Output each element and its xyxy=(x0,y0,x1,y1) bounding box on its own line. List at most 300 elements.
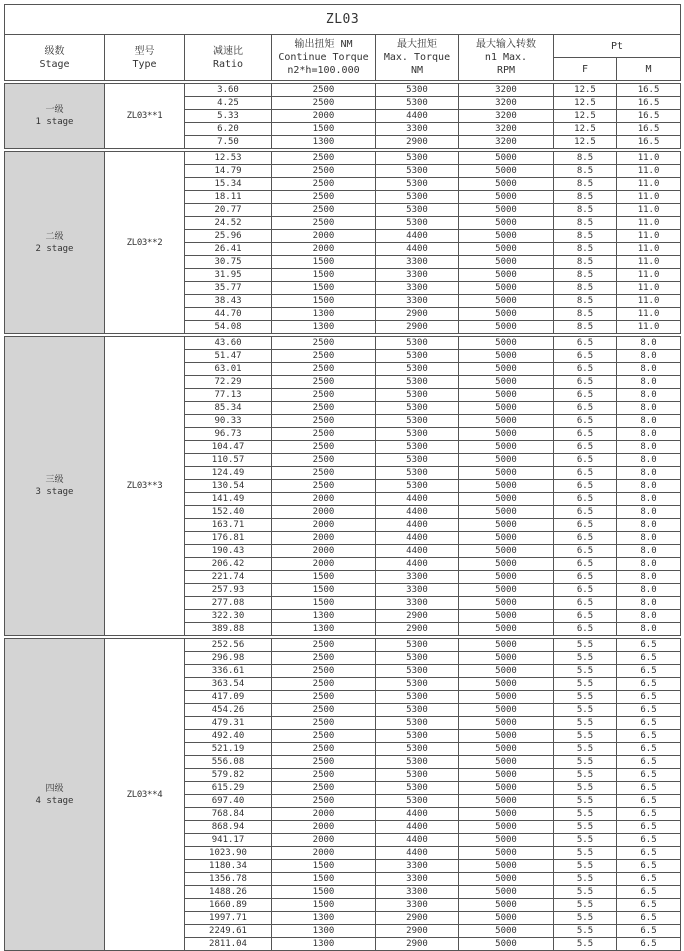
pt-f-cell: 12.5 xyxy=(554,84,617,97)
ratio-cell: 206.42 xyxy=(185,558,272,571)
ratio-cell: 2249.61 xyxy=(185,925,272,938)
pt-m-cell: 6.5 xyxy=(617,899,681,912)
pt-f-cell: 5.5 xyxy=(554,808,617,821)
ratio-cell: 3.60 xyxy=(185,84,272,97)
torque-cell: 1300 xyxy=(272,136,376,149)
max-speed-cell: 5000 xyxy=(459,795,554,808)
pt-m-cell: 6.5 xyxy=(617,717,681,730)
max-torque-cell: 5300 xyxy=(376,376,459,389)
max-speed-cell: 5000 xyxy=(459,350,554,363)
pt-m-cell: 8.0 xyxy=(617,532,681,545)
max-speed-cell: 5000 xyxy=(459,610,554,623)
max-torque-cell: 5300 xyxy=(376,441,459,454)
pt-m-cell: 11.0 xyxy=(617,321,681,334)
max-torque-cell: 4400 xyxy=(376,834,459,847)
max-speed-cell: 5000 xyxy=(459,717,554,730)
max-torque-cell: 5300 xyxy=(376,178,459,191)
ratio-cell: 44.70 xyxy=(185,308,272,321)
stage-name-cn: 二级 xyxy=(45,231,64,242)
pt-m-cell: 11.0 xyxy=(617,230,681,243)
ratio-cell: 296.98 xyxy=(185,652,272,665)
max-torque-cell: 5300 xyxy=(376,691,459,704)
pt-m-cell: 11.0 xyxy=(617,256,681,269)
pt-m-cell: 11.0 xyxy=(617,165,681,178)
stage-name-cn: 四级 xyxy=(45,783,64,794)
ratio-cell: 38.43 xyxy=(185,295,272,308)
max-speed-cell: 5000 xyxy=(459,467,554,480)
stage-cell xyxy=(5,337,105,636)
ratio-cell: 90.33 xyxy=(185,415,272,428)
pt-m-cell: 8.0 xyxy=(617,454,681,467)
ratio-cell: 1356.78 xyxy=(185,873,272,886)
max-speed-cell: 5000 xyxy=(459,191,554,204)
max-speed-cell: 5000 xyxy=(459,584,554,597)
header-torque-en: Continue Torque xyxy=(278,52,369,63)
max-speed-cell: 5000 xyxy=(459,912,554,925)
torque-cell: 1500 xyxy=(272,899,376,912)
max-torque-cell: 5300 xyxy=(376,717,459,730)
ratio-cell: 152.40 xyxy=(185,506,272,519)
header-max-torque-en: Max. Torque xyxy=(383,52,451,63)
max-speed-cell: 3200 xyxy=(459,110,554,123)
max-speed-cell: 5000 xyxy=(459,691,554,704)
torque-cell: 2000 xyxy=(272,519,376,532)
torque-cell: 2500 xyxy=(272,782,376,795)
stage-cell xyxy=(5,152,105,334)
spec-table xyxy=(4,4,681,951)
table-row xyxy=(5,337,681,350)
pt-f-cell: 8.5 xyxy=(554,165,617,178)
max-speed-cell: 5000 xyxy=(459,730,554,743)
max-torque-cell: 4400 xyxy=(376,506,459,519)
max-torque-cell: 5300 xyxy=(376,639,459,652)
max-torque-cell: 4400 xyxy=(376,558,459,571)
pt-m-cell: 6.5 xyxy=(617,652,681,665)
pt-f-cell: 5.5 xyxy=(554,834,617,847)
ratio-cell: 322.30 xyxy=(185,610,272,623)
ratio-cell: 141.49 xyxy=(185,493,272,506)
pt-f-cell: 8.5 xyxy=(554,230,617,243)
pt-m-cell: 11.0 xyxy=(617,308,681,321)
pt-m-cell: 8.0 xyxy=(617,506,681,519)
torque-cell: 1500 xyxy=(272,282,376,295)
pt-m-cell: 16.5 xyxy=(617,97,681,110)
max-torque-cell: 3300 xyxy=(376,295,459,308)
torque-cell: 2500 xyxy=(272,652,376,665)
type-cell: ZL03**3 xyxy=(105,337,185,636)
max-speed-cell: 5000 xyxy=(459,782,554,795)
max-speed-cell: 5000 xyxy=(459,376,554,389)
max-speed-cell: 5000 xyxy=(459,493,554,506)
pt-f-cell: 8.5 xyxy=(554,191,617,204)
header-type-cn: 型号 xyxy=(134,45,155,57)
max-speed-cell: 5000 xyxy=(459,808,554,821)
max-speed-cell: 5000 xyxy=(459,743,554,756)
ratio-cell: 363.54 xyxy=(185,678,272,691)
max-speed-cell: 5000 xyxy=(459,558,554,571)
max-speed-cell: 5000 xyxy=(459,860,554,873)
pt-m-cell: 6.5 xyxy=(617,756,681,769)
torque-cell: 2000 xyxy=(272,506,376,519)
pt-f-cell: 5.5 xyxy=(554,652,617,665)
max-torque-cell: 4400 xyxy=(376,847,459,860)
max-speed-cell: 5000 xyxy=(459,402,554,415)
max-torque-cell: 5300 xyxy=(376,769,459,782)
torque-cell: 2000 xyxy=(272,532,376,545)
ratio-cell: 190.43 xyxy=(185,545,272,558)
pt-m-cell: 6.5 xyxy=(617,834,681,847)
pt-m-cell: 11.0 xyxy=(617,243,681,256)
ratio-cell: 1180.34 xyxy=(185,860,272,873)
max-torque-cell: 5300 xyxy=(376,454,459,467)
max-torque-cell: 2900 xyxy=(376,912,459,925)
pt-m-cell: 6.5 xyxy=(617,886,681,899)
pt-f-cell: 5.5 xyxy=(554,769,617,782)
torque-cell: 2000 xyxy=(272,243,376,256)
pt-m-cell: 8.0 xyxy=(617,480,681,493)
torque-cell: 1300 xyxy=(272,623,376,636)
torque-cell: 1300 xyxy=(272,925,376,938)
pt-m-cell: 6.5 xyxy=(617,639,681,652)
max-torque-cell: 4400 xyxy=(376,493,459,506)
max-torque-cell: 5300 xyxy=(376,652,459,665)
stage-cell xyxy=(5,639,105,951)
pt-m-cell: 8.0 xyxy=(617,389,681,402)
max-speed-cell: 5000 xyxy=(459,337,554,350)
table-title: ZL03 xyxy=(5,5,681,35)
max-speed-cell: 5000 xyxy=(459,152,554,165)
pt-f-cell: 5.5 xyxy=(554,886,617,899)
pt-f-cell: 6.5 xyxy=(554,493,617,506)
header-pt-m: M xyxy=(617,58,681,81)
torque-cell: 2500 xyxy=(272,84,376,97)
max-torque-cell: 3300 xyxy=(376,282,459,295)
ratio-cell: 336.61 xyxy=(185,665,272,678)
ratio-cell: 257.93 xyxy=(185,584,272,597)
torque-cell: 1500 xyxy=(272,256,376,269)
ratio-cell: 521.19 xyxy=(185,743,272,756)
torque-cell: 2000 xyxy=(272,230,376,243)
max-speed-cell: 5000 xyxy=(459,899,554,912)
pt-m-cell: 6.5 xyxy=(617,769,681,782)
torque-cell: 2500 xyxy=(272,376,376,389)
header-stage-en: Stage xyxy=(39,58,70,70)
ratio-cell: 941.17 xyxy=(185,834,272,847)
torque-cell: 1500 xyxy=(272,571,376,584)
pt-m-cell: 16.5 xyxy=(617,136,681,149)
ratio-cell: 63.01 xyxy=(185,363,272,376)
max-speed-cell: 3200 xyxy=(459,136,554,149)
torque-cell: 2500 xyxy=(272,165,376,178)
torque-cell: 2500 xyxy=(272,743,376,756)
max-torque-cell: 5300 xyxy=(376,84,459,97)
torque-cell: 2500 xyxy=(272,691,376,704)
ratio-cell: 43.60 xyxy=(185,337,272,350)
max-speed-cell: 3200 xyxy=(459,97,554,110)
max-speed-cell: 5000 xyxy=(459,308,554,321)
pt-f-cell: 8.5 xyxy=(554,308,617,321)
max-torque-cell: 2900 xyxy=(376,938,459,951)
torque-cell: 2500 xyxy=(272,704,376,717)
pt-f-cell: 8.5 xyxy=(554,204,617,217)
header-stage xyxy=(5,35,105,81)
pt-m-cell: 6.5 xyxy=(617,665,681,678)
ratio-cell: 2811.04 xyxy=(185,938,272,951)
torque-cell: 2000 xyxy=(272,834,376,847)
header-pt: Pt xyxy=(554,35,681,58)
max-speed-cell: 5000 xyxy=(459,269,554,282)
table-row xyxy=(5,152,681,165)
max-torque-cell: 4400 xyxy=(376,110,459,123)
type-cell: ZL03**4 xyxy=(105,639,185,951)
torque-cell: 1300 xyxy=(272,938,376,951)
max-speed-cell: 5000 xyxy=(459,321,554,334)
ratio-cell: 51.47 xyxy=(185,350,272,363)
torque-cell: 2500 xyxy=(272,441,376,454)
pt-f-cell: 5.5 xyxy=(554,873,617,886)
header-ratio-en: Ratio xyxy=(212,58,244,70)
max-torque-cell: 4400 xyxy=(376,519,459,532)
pt-m-cell: 8.0 xyxy=(617,415,681,428)
torque-cell: 2000 xyxy=(272,493,376,506)
pt-f-cell: 6.5 xyxy=(554,532,617,545)
torque-cell: 2500 xyxy=(272,467,376,480)
pt-f-cell: 6.5 xyxy=(554,558,617,571)
ratio-cell: 18.11 xyxy=(185,191,272,204)
header-stage-cn: 级数 xyxy=(44,45,65,57)
max-torque-cell: 5300 xyxy=(376,795,459,808)
table-row xyxy=(5,639,681,652)
header-torque-cond: n2*h=100.000 xyxy=(287,65,360,76)
pt-f-cell: 5.5 xyxy=(554,938,617,951)
pt-m-cell: 6.5 xyxy=(617,860,681,873)
ratio-cell: 96.73 xyxy=(185,428,272,441)
max-speed-cell: 5000 xyxy=(459,678,554,691)
max-speed-cell: 5000 xyxy=(459,282,554,295)
pt-f-cell: 8.5 xyxy=(554,321,617,334)
max-torque-cell: 3300 xyxy=(376,873,459,886)
pt-f-cell: 6.5 xyxy=(554,441,617,454)
pt-f-cell: 5.5 xyxy=(554,899,617,912)
pt-m-cell: 16.5 xyxy=(617,110,681,123)
torque-cell: 1500 xyxy=(272,886,376,899)
pt-m-cell: 6.5 xyxy=(617,808,681,821)
max-speed-cell: 5000 xyxy=(459,652,554,665)
torque-cell: 2500 xyxy=(272,665,376,678)
max-torque-cell: 5300 xyxy=(376,428,459,441)
pt-m-cell: 8.0 xyxy=(617,402,681,415)
pt-f-cell: 8.5 xyxy=(554,295,617,308)
torque-cell: 2500 xyxy=(272,480,376,493)
pt-m-cell: 8.0 xyxy=(617,337,681,350)
type-cell: ZL03**1 xyxy=(105,84,185,149)
ratio-cell: 7.50 xyxy=(185,136,272,149)
max-torque-cell: 4400 xyxy=(376,243,459,256)
torque-cell: 2500 xyxy=(272,152,376,165)
max-torque-cell: 5300 xyxy=(376,337,459,350)
torque-cell: 1500 xyxy=(272,269,376,282)
max-speed-cell: 5000 xyxy=(459,243,554,256)
max-torque-cell: 5300 xyxy=(376,467,459,480)
stage-name-en: 4 stage xyxy=(35,795,74,806)
pt-m-cell: 6.5 xyxy=(617,938,681,951)
pt-f-cell: 5.5 xyxy=(554,717,617,730)
pt-f-cell: 6.5 xyxy=(554,506,617,519)
pt-m-cell: 6.5 xyxy=(617,730,681,743)
torque-cell: 2500 xyxy=(272,454,376,467)
header-pt-f: F xyxy=(554,58,617,81)
ratio-cell: 124.49 xyxy=(185,467,272,480)
max-speed-cell: 5000 xyxy=(459,454,554,467)
max-speed-cell: 5000 xyxy=(459,178,554,191)
pt-f-cell: 8.5 xyxy=(554,269,617,282)
max-torque-cell: 2900 xyxy=(376,136,459,149)
pt-m-cell: 6.5 xyxy=(617,743,681,756)
ratio-cell: 20.77 xyxy=(185,204,272,217)
ratio-cell: 768.84 xyxy=(185,808,272,821)
pt-f-cell: 6.5 xyxy=(554,454,617,467)
max-speed-cell: 5000 xyxy=(459,256,554,269)
pt-m-cell: 8.0 xyxy=(617,558,681,571)
pt-f-cell: 6.5 xyxy=(554,545,617,558)
pt-m-cell: 6.5 xyxy=(617,795,681,808)
pt-m-cell: 8.0 xyxy=(617,493,681,506)
torque-cell: 2500 xyxy=(272,795,376,808)
torque-cell: 2000 xyxy=(272,110,376,123)
max-speed-cell: 3200 xyxy=(459,84,554,97)
max-speed-cell: 5000 xyxy=(459,441,554,454)
pt-m-cell: 8.0 xyxy=(617,610,681,623)
pt-f-cell: 6.5 xyxy=(554,376,617,389)
max-speed-cell: 5000 xyxy=(459,204,554,217)
pt-f-cell: 5.5 xyxy=(554,678,617,691)
pt-f-cell: 8.5 xyxy=(554,243,617,256)
torque-cell: 2000 xyxy=(272,545,376,558)
pt-f-cell: 8.5 xyxy=(554,178,617,191)
pt-f-cell: 6.5 xyxy=(554,389,617,402)
ratio-cell: 35.77 xyxy=(185,282,272,295)
pt-f-cell: 6.5 xyxy=(554,428,617,441)
max-torque-cell: 2900 xyxy=(376,321,459,334)
pt-f-cell: 12.5 xyxy=(554,136,617,149)
pt-f-cell: 5.5 xyxy=(554,847,617,860)
torque-cell: 2500 xyxy=(272,97,376,110)
pt-f-cell: 5.5 xyxy=(554,743,617,756)
pt-f-cell: 6.5 xyxy=(554,402,617,415)
pt-m-cell: 11.0 xyxy=(617,282,681,295)
pt-f-cell: 12.5 xyxy=(554,123,617,136)
ratio-cell: 104.47 xyxy=(185,441,272,454)
torque-cell: 1500 xyxy=(272,860,376,873)
torque-cell: 2500 xyxy=(272,415,376,428)
pt-f-cell: 6.5 xyxy=(554,571,617,584)
header-max-speed-unit: RPM xyxy=(496,65,516,76)
pt-f-cell: 12.5 xyxy=(554,97,617,110)
torque-cell: 1500 xyxy=(272,584,376,597)
pt-f-cell: 5.5 xyxy=(554,639,617,652)
pt-f-cell: 5.5 xyxy=(554,665,617,678)
max-speed-cell: 5000 xyxy=(459,428,554,441)
ratio-cell: 697.40 xyxy=(185,795,272,808)
pt-m-cell: 11.0 xyxy=(617,217,681,230)
torque-cell: 2500 xyxy=(272,350,376,363)
max-speed-cell: 5000 xyxy=(459,834,554,847)
torque-cell: 1500 xyxy=(272,597,376,610)
max-speed-cell: 5000 xyxy=(459,165,554,178)
torque-cell: 2000 xyxy=(272,821,376,834)
pt-f-cell: 5.5 xyxy=(554,730,617,743)
pt-m-cell: 6.5 xyxy=(617,704,681,717)
pt-f-cell: 6.5 xyxy=(554,584,617,597)
torque-cell: 2500 xyxy=(272,428,376,441)
max-speed-cell: 5000 xyxy=(459,925,554,938)
pt-f-cell: 5.5 xyxy=(554,795,617,808)
torque-cell: 1300 xyxy=(272,610,376,623)
max-torque-cell: 5300 xyxy=(376,152,459,165)
torque-cell: 2500 xyxy=(272,363,376,376)
max-torque-cell: 4400 xyxy=(376,230,459,243)
pt-f-cell: 5.5 xyxy=(554,860,617,873)
pt-f-cell: 6.5 xyxy=(554,610,617,623)
ratio-cell: 1997.71 xyxy=(185,912,272,925)
pt-f-cell: 8.5 xyxy=(554,256,617,269)
pt-m-cell: 6.5 xyxy=(617,691,681,704)
header-max-speed xyxy=(459,35,554,81)
pt-m-cell: 6.5 xyxy=(617,678,681,691)
pt-m-cell: 6.5 xyxy=(617,925,681,938)
max-speed-cell: 5000 xyxy=(459,623,554,636)
ratio-cell: 277.08 xyxy=(185,597,272,610)
ratio-cell: 176.81 xyxy=(185,532,272,545)
max-torque-cell: 3300 xyxy=(376,860,459,873)
pt-f-cell: 6.5 xyxy=(554,415,617,428)
pt-f-cell: 5.5 xyxy=(554,704,617,717)
max-speed-cell: 5000 xyxy=(459,769,554,782)
header-max-torque-cn: 最大扭矩 xyxy=(397,39,437,50)
stage-cell xyxy=(5,84,105,149)
pt-f-cell: 8.5 xyxy=(554,217,617,230)
max-torque-cell: 5300 xyxy=(376,165,459,178)
max-speed-cell: 5000 xyxy=(459,938,554,951)
ratio-cell: 479.31 xyxy=(185,717,272,730)
torque-cell: 1300 xyxy=(272,912,376,925)
pt-f-cell: 8.5 xyxy=(554,282,617,295)
torque-cell: 1300 xyxy=(272,321,376,334)
ratio-cell: 15.34 xyxy=(185,178,272,191)
max-torque-cell: 3300 xyxy=(376,584,459,597)
max-speed-cell: 5000 xyxy=(459,532,554,545)
header-max-torque xyxy=(376,35,459,81)
stage-name-en: 3 stage xyxy=(35,487,74,497)
max-torque-cell: 5300 xyxy=(376,743,459,756)
torque-cell: 2500 xyxy=(272,730,376,743)
max-torque-cell: 5300 xyxy=(376,756,459,769)
ratio-cell: 556.08 xyxy=(185,756,272,769)
pt-m-cell: 6.5 xyxy=(617,847,681,860)
torque-cell: 2500 xyxy=(272,191,376,204)
pt-f-cell: 6.5 xyxy=(554,350,617,363)
stage-name-en: 1 stage xyxy=(35,117,74,127)
max-torque-cell: 4400 xyxy=(376,808,459,821)
torque-cell: 1300 xyxy=(272,308,376,321)
ratio-cell: 110.57 xyxy=(185,454,272,467)
ratio-cell: 24.52 xyxy=(185,217,272,230)
pt-f-cell: 8.5 xyxy=(554,152,617,165)
table-row xyxy=(5,84,681,97)
max-torque-cell: 3300 xyxy=(376,899,459,912)
ratio-cell: 72.29 xyxy=(185,376,272,389)
max-speed-cell: 5000 xyxy=(459,639,554,652)
